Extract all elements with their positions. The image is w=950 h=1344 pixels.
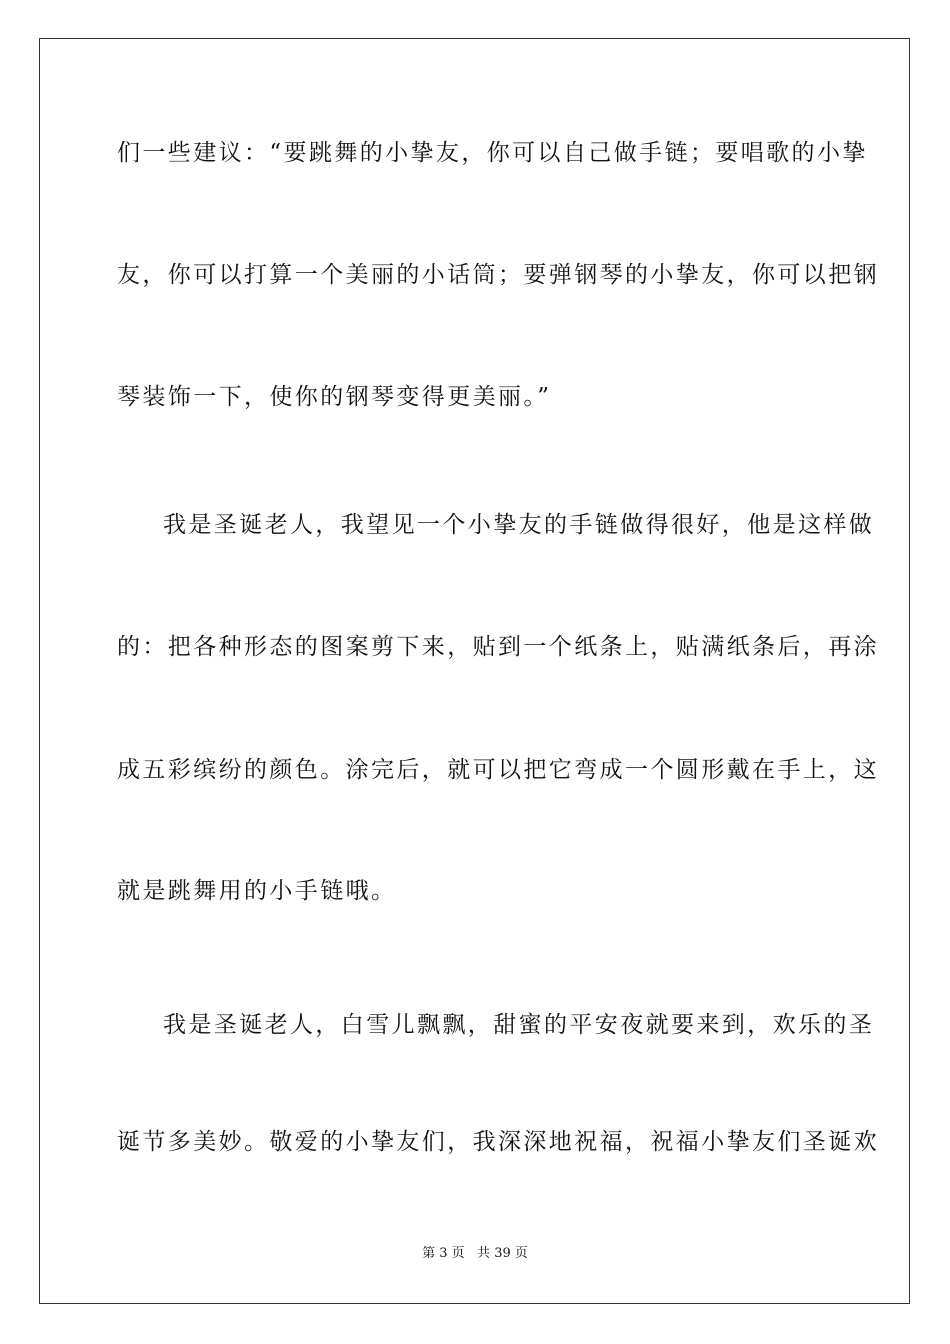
- page-footer: 第 3 页 共 39 页: [422, 1246, 528, 1261]
- text-line: 就是跳舞用的小手链哦。: [117, 878, 397, 904]
- paragraph-first-line: 我是圣诞老人，白雪儿飘飘，甜蜜的平安夜就要来到，欢乐的圣: [163, 1012, 875, 1038]
- paragraph-first-line: 我是圣诞老人，我望见一个小挚友的手链做得很好，他是这样做: [163, 512, 875, 538]
- text-line: 诞节多美妙。敬爱的小挚友们，我深深地祝福，祝福小挚友们圣诞欢: [117, 1129, 879, 1155]
- page-border: [39, 38, 910, 1304]
- text-line: 的：把各种形态的图案剪下来，贴到一个纸条上，贴满纸条后，再涂: [117, 634, 879, 660]
- text-line: 成五彩缤纷的颜色。涂完后，就可以把它弯成一个圆形戴在手上，这: [117, 757, 879, 783]
- text-line: 友，你可以打算一个美丽的小话筒；要弹钢琴的小挚友，你可以把钢: [117, 262, 879, 288]
- text-line: 们一些建议：“要跳舞的小挚友，你可以自己做手链；要唱歌的小挚: [117, 140, 868, 166]
- text-line: 琴装饰一下，使你的钢琴变得更美丽。”: [117, 384, 552, 410]
